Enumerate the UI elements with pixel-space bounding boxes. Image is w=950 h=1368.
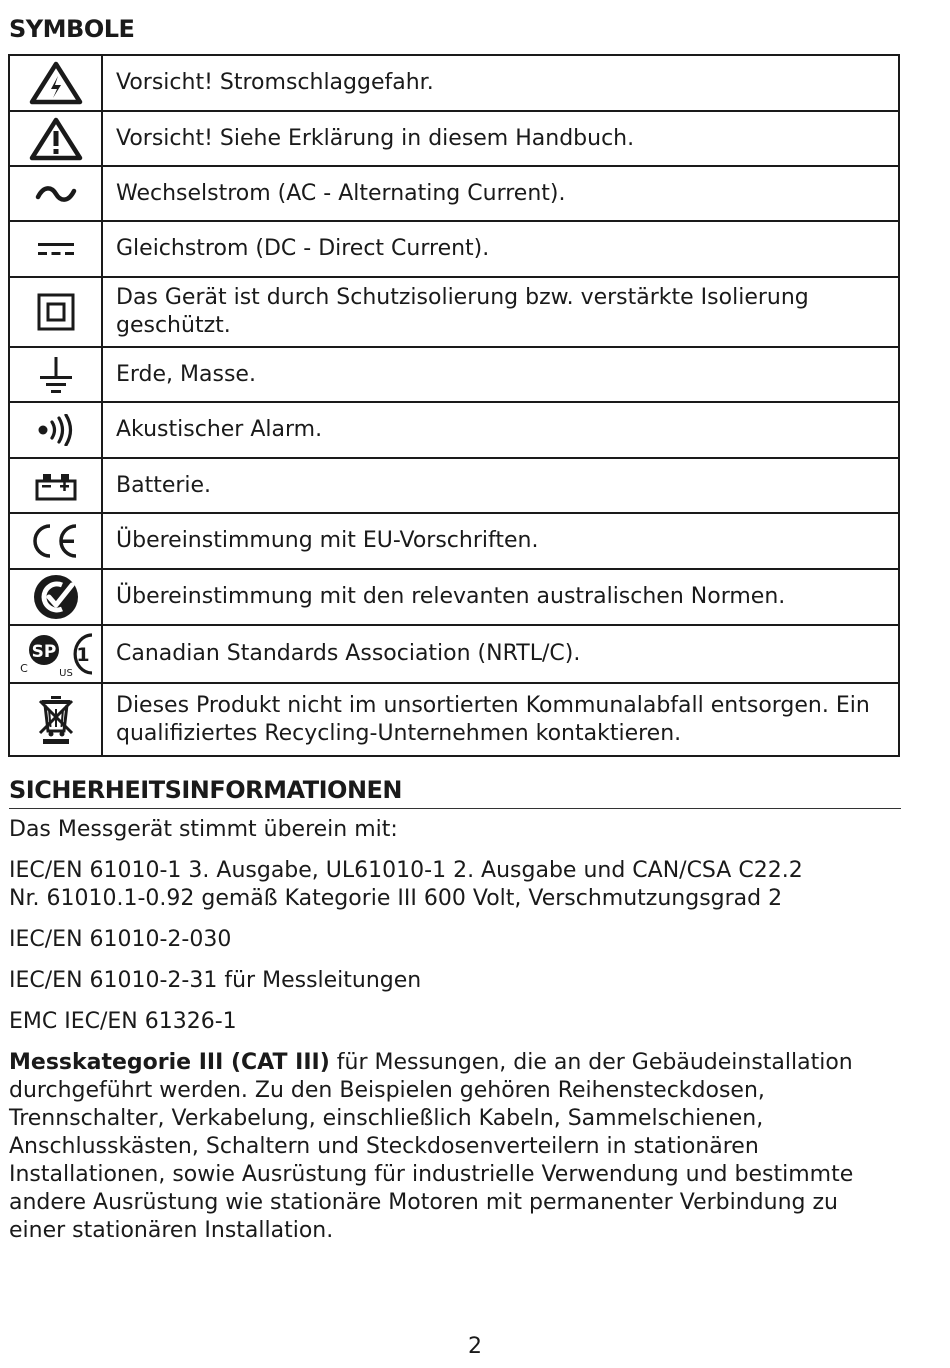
csa-us-letters: US xyxy=(58,668,73,679)
symbol-description: Batterie. xyxy=(102,458,899,513)
symbol-description: Übereinstimmung mit den relevanten australischen Normen. xyxy=(102,569,899,625)
safety-info-heading: SICHERHEITSINFORMATIONEN xyxy=(9,776,901,809)
symbol-description: Dieses Produkt nicht im unsortierten Kommunalabfall entsorgen. Ein qualifiziertes Recycling-Unternehmen kontaktieren. xyxy=(102,683,899,756)
standard-entry: IEC/EN 61010-1 3. Ausgabe, UL61010-1 2. Ausgabe und CAN/CSA C22.2 Nr. 61010.1-0.92 gemäß Kategorie III 600 Volt, Verschmutzungsgrad 2 xyxy=(9,858,803,911)
symbol-row-caution xyxy=(9,111,899,166)
weee-crossed-bin-icon xyxy=(36,693,76,747)
caution-warning-icon xyxy=(29,117,83,161)
symbol-row-c-tick xyxy=(9,569,899,625)
symbol-description: Das Gerät ist durch Schutzisolierung bzw. verstärkte Isolierung geschützt. xyxy=(102,277,899,347)
csa-one-digit: 1 xyxy=(75,644,90,666)
page-number: 2 xyxy=(468,1334,482,1359)
compliance-intro: Das Messgerät stimmt überein mit: xyxy=(9,817,398,842)
symbol-description: Vorsicht! Stromschlaggefahr. xyxy=(102,55,899,111)
symbol-row-ac xyxy=(9,166,899,221)
symbol-row-acoustic-alarm xyxy=(9,402,899,458)
symbol-description: Canadian Standards Association (NRTL/C). xyxy=(102,625,899,683)
symbol-description: Übereinstimmung mit EU-Vorschriften. xyxy=(102,513,899,569)
standard-entry: IEC/EN 61010-2-030 xyxy=(9,927,232,952)
double-insulation-icon xyxy=(36,292,76,332)
symbols-heading: SYMBOLE xyxy=(9,15,135,43)
symbol-row-electric-shock xyxy=(9,55,899,111)
symbol-row-csa xyxy=(9,625,899,683)
symbol-row-ground xyxy=(9,347,899,402)
c-tick-mark-icon xyxy=(32,573,80,621)
ce-mark-icon xyxy=(28,521,84,561)
symbol-description: Wechselstrom (AC - Alternating Current). xyxy=(102,166,899,221)
svg-text:SP: SP xyxy=(31,642,56,662)
symbols-table xyxy=(8,54,900,757)
acoustic-alarm-icon xyxy=(36,414,76,446)
standard-entry: EMC IEC/EN 61326-1 xyxy=(9,1009,237,1034)
electric-shock-warning-icon xyxy=(29,61,83,105)
symbol-row-double-insulation xyxy=(9,277,899,347)
symbol-description: Erde, Masse. xyxy=(102,347,899,402)
alternating-current-icon xyxy=(34,183,78,205)
symbol-row-dc xyxy=(9,221,899,277)
symbol-row-battery xyxy=(9,458,899,513)
ground-icon xyxy=(36,355,76,395)
measurement-category-label: Messkategorie III (CAT III) xyxy=(9,1050,330,1075)
symbol-description: Akustischer Alarm. xyxy=(102,402,899,458)
measurement-category-paragraph xyxy=(9,1049,899,1245)
symbol-row-weee xyxy=(9,683,899,756)
symbol-row-ce xyxy=(9,513,899,569)
safety-info-body xyxy=(9,816,899,1258)
direct-current-icon xyxy=(34,238,78,260)
symbol-description: Gleichstrom (DC - Direct Current). xyxy=(102,221,899,277)
csa-certification-icon xyxy=(14,629,98,679)
symbol-description: Vorsicht! Siehe Erklärung in diesem Handbuch. xyxy=(102,111,899,166)
measurement-category-text: für Messungen, die an der Gebäudeinstallation durchgeführt werden. Zu den Beispielen gehören Reihensteckdosen, Trennschalter, Verkabelung, einschließlich Kabeln, Sammelschienen, Anschlusskästen, Schaltern und Steckdosenverteilern in stationären Installationen, sowie Ausrüstung für industrielle Verwendung und bestimmte andere Ausrüstung wie stationäre Motoren mit permanenter Verbindung zu einer stationären Installation. xyxy=(9,1050,854,1243)
battery-icon xyxy=(34,470,78,502)
csa-c-letter: C xyxy=(19,662,28,675)
standard-entry: IEC/EN 61010-2-31 für Messleitungen xyxy=(9,968,422,993)
